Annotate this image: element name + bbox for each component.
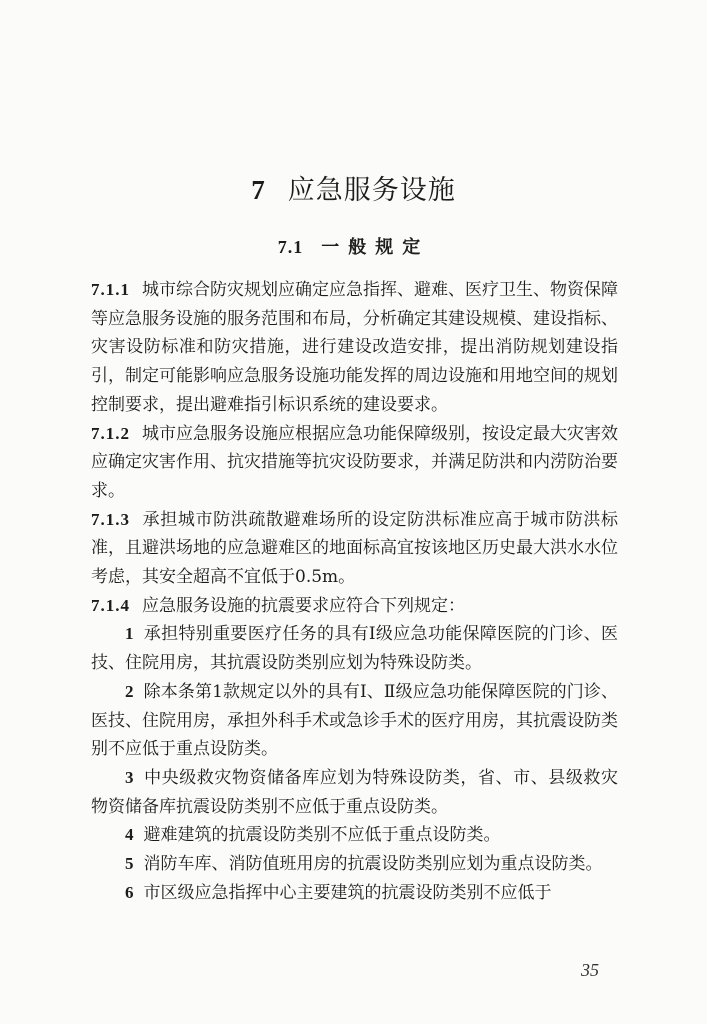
list-item — [91, 678, 618, 764]
clause-text: 承担城市防洪疏散避难场所的设定防洪标准应高于城市防洪标准，且避洪场地的应急避难区的地面标高宜按该地区历史最大洪水水位考虑，其安全超高不宜低于0.5m。 — [91, 509, 618, 588]
list-item — [91, 821, 618, 850]
clause-number: 7.1.2 — [91, 423, 130, 443]
clause-text: 城市综合防灾规划应确定应急指挥、避难、医疗卫生、物资保障等应急服务设施的服务范围和布局，分析确定其建设规模、建设指标、灾害设防标准和防灾措施，进行建设改造安排，提出消防规划建设指引，制定可能影响应急服务设施功能发挥的周边设施和用地空间的规划控制要求，提出避难指引标识系统的建设要求。 — [91, 280, 618, 415]
item-text: 中央级救灾物资储备库应划为特殊设防类，省、市、县级救灾物资储备库抗震设防类别不应低于重点设防类。 — [91, 767, 618, 817]
clause-7-1-1 — [91, 276, 618, 420]
clause-7-1-3 — [91, 506, 618, 592]
item-text: 市区级应急指挥中心主要建筑的抗震设防类别不应低于 — [143, 882, 552, 903]
list-item — [91, 879, 618, 908]
clause-7-1-4 — [91, 592, 618, 621]
clause-text: 应急服务设施的抗震要求应符合下列规定： — [142, 595, 465, 616]
item-text: 避难建筑的抗震设防类别不应低于重点设防类。 — [143, 825, 501, 846]
item-number: 3 — [125, 767, 134, 787]
section-title-text: 一般规定 — [321, 237, 430, 258]
chapter-number: 7 — [251, 175, 266, 205]
item-number: 4 — [125, 825, 134, 845]
chapter-title-text: 应急服务设施 — [287, 175, 456, 206]
clause-number: 7.1.4 — [91, 595, 130, 615]
item-text: 承担特别重要医疗任务的具有Ⅰ级应急功能保障医院的门诊、医技、住院用房，其抗震设防类别应划为特殊设防类。 — [91, 624, 618, 674]
list-item — [91, 850, 618, 879]
item-text: 消防车库、消防值班用房的抗震设防类别应划为重点设防类。 — [143, 854, 603, 875]
clause-number: 7.1.3 — [91, 509, 130, 529]
list-item — [91, 620, 618, 677]
section-title — [0, 232, 707, 263]
item-number: 2 — [125, 681, 134, 701]
item-number: 1 — [125, 624, 134, 644]
chapter-title — [0, 170, 707, 211]
item-number: 5 — [125, 854, 134, 874]
document-body — [91, 276, 618, 907]
clause-7-1-2 — [91, 420, 618, 506]
clause-text: 城市应急服务设施应根据应急功能保障级别，按设定最大灾害效应确定灾害作用、抗灾措施等抗灾设防要求，并满足防洪和内涝防治要求。 — [91, 423, 618, 501]
item-text: 除本条第1款规定以外的具有Ⅰ、Ⅱ级应急功能保障医院的门诊、医技、住院用房，承担外科手术或急诊手术的医疗用房，其抗震设防类别不应低于重点设防类。 — [91, 681, 618, 760]
list-item — [91, 764, 618, 821]
item-number: 6 — [125, 882, 134, 902]
page-number: 35 — [581, 960, 599, 980]
section-number: 7.1 — [277, 237, 304, 257]
clause-number: 7.1.1 — [91, 280, 130, 299]
